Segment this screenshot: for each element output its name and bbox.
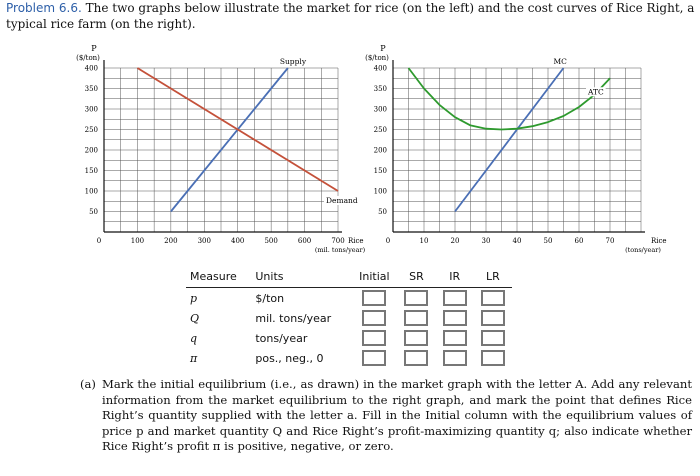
x-tick-label: 100	[130, 237, 145, 245]
x-axis-unit: (mil. tons/year)	[314, 246, 366, 254]
problem-intro-text: The two graphs below illustrate the market for rice (on the left) and the cost curves of Rice Right, a typical rice farm (on the right).	[6, 1, 695, 31]
answer-box-lr-profit[interactable]	[481, 350, 505, 366]
y-tick-label: 50	[378, 208, 387, 216]
x-tick-label: 30	[481, 237, 491, 245]
y-axis-unit: ($/ton)	[76, 54, 100, 62]
header-sr: SR	[397, 265, 435, 288]
header-measure: Measure	[186, 265, 251, 288]
question-a	[80, 377, 692, 455]
y-tick-label: 100	[84, 187, 98, 196]
x-tick-label: 700	[331, 237, 345, 245]
y-axis-unit: ($/ton)	[365, 54, 389, 62]
answer-box-sr-p[interactable]	[404, 290, 428, 306]
x-tick-label: 200	[164, 237, 178, 245]
problem-number: Problem 6.6.	[6, 1, 82, 15]
y-tick-label: 350	[84, 85, 98, 93]
demand-label: Demand	[326, 196, 358, 205]
question-label: (a)	[80, 377, 96, 391]
table-row	[186, 348, 512, 368]
y-tick-label: 150	[373, 167, 387, 175]
answer-box-lr-p[interactable]	[481, 290, 505, 306]
y-tick-label: 400	[84, 64, 98, 73]
atc-label: ATC	[588, 87, 604, 97]
answer-box-lr-Q[interactable]	[481, 310, 505, 326]
y-tick-label: 200	[373, 146, 387, 155]
y-axis-label: P	[380, 44, 386, 53]
problem-intro	[6, 0, 696, 32]
y-tick-label: 350	[373, 85, 387, 93]
header-ir: IR	[436, 265, 474, 288]
x-tick-label: 20	[450, 237, 460, 245]
y-tick-label: 50	[89, 208, 98, 216]
header-units: Units	[251, 265, 351, 288]
y-tick-label: 300	[84, 105, 98, 114]
x-tick-label: 0	[96, 237, 102, 245]
units-cell: tons/year	[255, 331, 308, 345]
supply-label: Supply	[279, 57, 307, 66]
answer-box-ir-Q[interactable]	[443, 310, 467, 326]
answer-table	[186, 265, 512, 368]
table-row	[186, 308, 512, 328]
header-initial: Initial	[351, 265, 397, 288]
y-axis-label: P	[91, 44, 97, 53]
y-tick-label: 300	[373, 105, 387, 114]
header-lr: LR	[474, 265, 512, 288]
mc-label: MC	[553, 57, 567, 66]
table-row	[186, 328, 512, 348]
y-tick-label: 250	[84, 126, 98, 134]
y-tick-label: 400	[373, 64, 387, 73]
answer-box-ir-p[interactable]	[443, 290, 467, 306]
units-cell: $/ton	[255, 291, 285, 305]
answer-box-initial-q[interactable]	[362, 330, 386, 346]
x-tick-label: 0	[385, 237, 391, 245]
measure-cell: π	[190, 351, 198, 365]
y-tick-label: 250	[373, 126, 387, 134]
units-cell: mil. tons/year	[255, 311, 332, 325]
x-tick-label: 500	[264, 237, 278, 245]
x-tick-label: 300	[197, 237, 211, 245]
x-tick-label: 60	[574, 237, 584, 245]
measure-cell: Q	[190, 311, 200, 325]
y-tick-label: 200	[84, 146, 98, 155]
answer-box-initial-p[interactable]	[362, 290, 386, 306]
x-tick-label: 400	[231, 237, 245, 245]
x-tick-label: 10	[419, 237, 429, 245]
x-tick-label: 70	[605, 237, 615, 245]
x-axis-label: Rice	[651, 237, 667, 245]
market-graph	[0, 36, 366, 276]
answer-box-ir-profit[interactable]	[443, 350, 467, 366]
answer-box-sr-q[interactable]	[404, 330, 428, 346]
y-tick-label: 150	[84, 167, 98, 175]
answer-box-initial-profit[interactable]	[362, 350, 386, 366]
x-tick-label: 600	[297, 237, 312, 245]
y-tick-label: 100	[373, 187, 387, 196]
answer-box-ir-q[interactable]	[443, 330, 467, 346]
answer-box-sr-profit[interactable]	[404, 350, 428, 366]
x-axis-label: Rice	[348, 237, 364, 245]
question-text: Mark the initial equilibrium (i.e., as drawn) in the market graph with the letter A. Add any relevant information from the market equilibrium to the right graph, and mark the point that defines Rice Right’s quantity supplied with the letter a. Fill in the Initial column with the equilibrium values of price p and market quantity Q and Rice Right’s profit-maximizing quantity q; also indicate whether Rice Right’s profit π is positive, negative, or zero.	[102, 377, 692, 453]
measure-cell: p	[190, 291, 198, 305]
table-header-row	[186, 265, 512, 288]
table-row	[186, 288, 512, 309]
farm-cost-graph	[350, 36, 700, 276]
measure-cell: q	[190, 331, 198, 345]
answer-box-lr-q[interactable]	[481, 330, 505, 346]
x-axis-unit: (tons/year)	[625, 246, 661, 254]
answer-box-initial-Q[interactable]	[362, 310, 386, 326]
answer-box-sr-Q[interactable]	[404, 310, 428, 326]
units-cell: pos., neg., 0	[255, 351, 324, 365]
x-tick-label: 40	[512, 237, 522, 245]
x-tick-label: 50	[543, 237, 553, 245]
